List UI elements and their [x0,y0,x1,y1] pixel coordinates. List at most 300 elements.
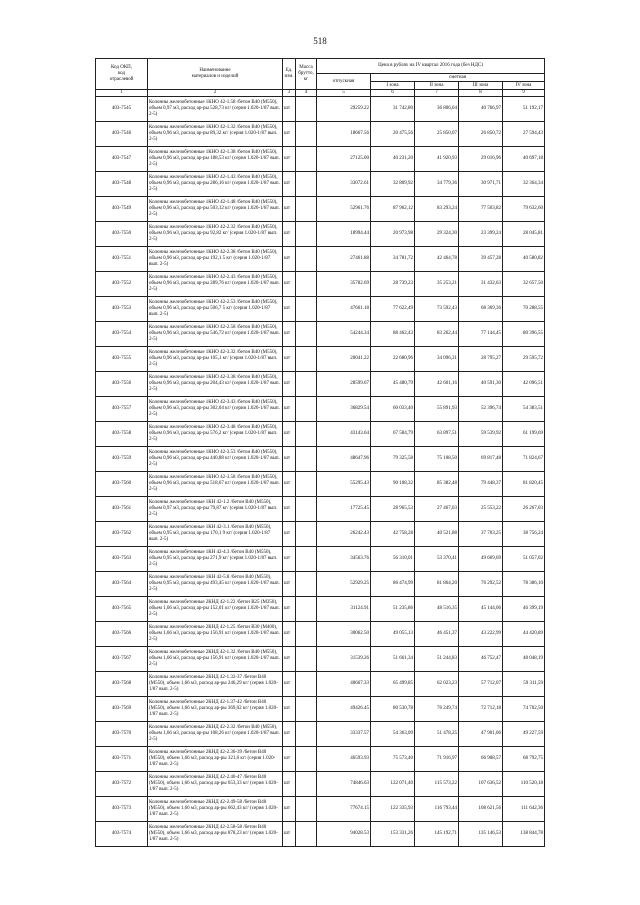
table-row [96,397,545,422]
unit-of-measure: шт [283,447,296,472]
estimate-price-zone-3: 72 712,18 [459,697,503,722]
unit-of-measure: шт [283,297,296,322]
release-price: 18667.56 [317,122,371,147]
estimate-price-zone-3: 39 457,28 [459,247,503,272]
gross-mass [296,172,317,197]
gross-mass [296,272,317,297]
estimate-price-zone-4: 28 045,81 [503,222,545,247]
product-code: 403-7565 [96,597,148,622]
estimate-price-zone-1: 40 231,20 [371,147,415,172]
column-number: 1 [96,90,148,97]
product-code: 403-7569 [96,697,148,722]
product-code: 403-7564 [96,572,148,597]
estimate-price-zone-3: 52 396,74 [459,397,503,422]
estimate-price-zone-3: 135 146,53 [459,822,503,847]
unit-of-measure: шт [283,822,296,847]
estimate-price-zone-2: 27 467,03 [415,497,459,522]
table-row [96,222,545,247]
product-code: 403-7560 [96,472,148,497]
product-name: Колонны железобетонные 1КНО 42-3.32 /бетон В40 (М550), объем 0,96 м3, расход ар-ры 105,1 кг/ (серия 1.020-1/87 вып. 2-5) [148,347,283,372]
header-unit-top: Ед. [285,68,293,73]
table-row [96,472,545,497]
release-price: 49426.45 [317,697,371,722]
estimate-price-zone-4: 44 420,89 [503,622,545,647]
product-code: 403-7555 [96,347,148,372]
header-name-top: Наименование [199,68,231,73]
product-code: 403-7571 [96,747,148,772]
header-zone-2: II зона [415,82,459,90]
product-code: 403-7559 [96,447,148,472]
estimate-price-zone-3: 108 621,56 [459,797,503,822]
estimate-price-zone-4: 138 844,78 [503,822,545,847]
estimate-price-zone-2: 81 864,20 [415,572,459,597]
estimate-price-zone-1: 42 758,28 [371,522,415,547]
header-mass-bottom: кг [303,77,309,82]
estimate-price-zone-2: 83 293,24 [415,197,459,222]
unit-of-measure: шт [283,572,296,597]
estimate-price-zone-1: 51 235,86 [371,597,415,622]
product-code: 403-7568 [96,672,148,697]
header-zone-4: IV зона [503,82,545,90]
product-code: 403-7550 [96,222,148,247]
estimate-price-zone-1: 28 965,53 [371,497,415,522]
header-price-group: Цена в рублях на IV квартал 2016 года (без НДС) [317,59,545,74]
estimate-price-zone-4: 59 311,59 [503,672,545,697]
product-name: Колонны железобетонные 2КНД 42-2.49-58 /бетон В40 (М550), объем 1,66 м3, расход ар-ры 662,43 кг/ (серия 1.020-1/87 вып. 2-5) [148,797,283,822]
price-table [95,58,545,847]
product-name: Колонны железобетонные 1КНО 42-2.58 /бетон В40 (М550), объем 0,96 м3, расход ар-ры 546,72 кг/ (серия 1.020-1/87 вып. 2-5) [148,322,283,347]
estimate-price-zone-4: 110 520,18 [503,772,545,797]
header-mass-top: Масса [299,65,313,70]
unit-of-measure: шт [283,322,296,347]
estimate-price-zone-2: 41 920,93 [415,147,459,172]
gross-mass [296,547,317,572]
estimate-price-zone-4: 46 399,19 [503,597,545,622]
column-number: 6 [371,90,415,97]
gross-mass [296,97,317,122]
table-row [96,547,545,572]
product-name: Колонны железобетонные 2КНД 42-1.22 /бетон В25 (М350), объем 1,66 м3, расход ар-ры 152,01 кг/ (серия 1.020-1/87 вып. 2-5) [148,597,283,622]
estimate-price-zone-4: 49 227,59 [503,722,545,747]
gross-mass [296,722,317,747]
unit-of-measure: шт [283,747,296,772]
column-number: 4 [296,90,317,97]
estimate-price-zone-3: 69 817,48 [459,447,503,472]
estimate-price-zone-3: 57 712,07 [459,672,503,697]
column-numbers-row [96,90,545,97]
estimate-price-zone-3: 43 222,99 [459,622,503,647]
estimate-price-zone-1: 34 781,72 [371,247,415,272]
estimate-price-zone-3: 29 016,96 [459,147,503,172]
estimate-price-zone-3: 31 432,63 [459,272,503,297]
product-code: 403-7573 [96,797,148,822]
unit-of-measure: шт [283,97,296,122]
estimate-price-zone-2: 42 601,16 [415,372,459,397]
product-code: 403-7553 [96,297,148,322]
estimate-price-zone-3: 77 144,45 [459,322,503,347]
release-price: 28599.67 [317,372,371,397]
estimate-price-zone-3: 68 369,36 [459,297,503,322]
table-row [96,347,545,372]
estimate-price-zone-2: 85 382,48 [415,472,459,497]
estimate-price-zone-1: 65 499,85 [371,672,415,697]
estimate-price-zone-4: 78 386,10 [503,572,545,597]
estimate-price-zone-3: 30 971,71 [459,172,503,197]
gross-mass [296,472,317,497]
gross-mass [296,247,317,272]
table-row [96,297,545,322]
product-name: Колонны железобетонные 1КН 42-3.1 /бетон В40 (М550), объем 0,95 м3, расход ар-ры 170,1 9 кг/ (серия 1.020-1/87 вып. 2-5) [148,522,283,547]
release-price: 27461.88 [317,247,371,272]
product-code: 403-7552 [96,272,148,297]
estimate-price-zone-4: 27 594,43 [503,122,545,147]
estimate-price-zone-4: 54 383,51 [503,397,545,422]
estimate-price-zone-4: 70 288,55 [503,297,545,322]
header-mass-mid: брутто, [298,71,314,76]
unit-of-measure: шт [283,147,296,172]
estimate-price-zone-2: 83 262,44 [415,322,459,347]
estimate-price-zone-1: 49 055,13 [371,622,415,647]
estimate-price-zone-2: 55 891,93 [415,397,459,422]
header-price-release: отпускная [317,74,371,90]
release-price: 31124.91 [317,597,371,622]
gross-mass [296,597,317,622]
product-code: 403-7547 [96,147,148,172]
product-name: Колонны железобетонные 1КНО 42-3.43 /бетон В40 (М550), объем 0,96 м3, расход ар-ры 302,04 кг/ (серия 1.020-1/87 вып. 2-5) [148,397,283,422]
estimate-price-zone-1: 20 973,98 [371,222,415,247]
estimate-price-zone-1: 87 962,12 [371,197,415,222]
estimate-price-zone-4: 79 632,60 [503,197,545,222]
product-name: Колонны железобетонные 2КНД 42-1.37-42 /бетон В40 (М550), объем 1,66 м3, расход ар-ры 369,02 кг/ (серия 1.020-1/87 вып. 2-5) [148,697,283,722]
release-price: 74846.63 [317,772,371,797]
estimate-price-zone-4: 40 580,82 [503,247,545,272]
gross-mass [296,447,317,472]
gross-mass [296,672,317,697]
product-code: 403-7548 [96,172,148,197]
estimate-price-zone-1: 51 661,34 [371,647,415,672]
gross-mass [296,572,317,597]
product-name: Колонны железобетонные 2КНД 42-1.32 /бетон В40 (М550), объем 1,66 м3, расход ар-ры 156,91 кг/ (серия 1.020-1/87 вып. 2-5) [148,647,283,672]
table-row [96,572,545,597]
estimate-price-zone-1: 88 462,43 [371,322,415,347]
header-code [96,59,148,90]
release-price: 54244.34 [317,322,371,347]
estimate-price-zone-3: 40 766,97 [459,97,503,122]
release-price: 20041.22 [317,347,371,372]
estimate-price-zone-4: 29 595,72 [503,347,545,372]
gross-mass [296,297,317,322]
unit-of-measure: шт [283,522,296,547]
gross-mass [296,822,317,847]
product-name: Колонны железобетонные 2КНД 42-2.32 /бетон В40 (М550), объем 1,66 м3, расход ар-ры 108,26 кг/ (серия 1.020-1/87 вып. 2-5) [148,722,283,747]
table-row [96,122,545,147]
gross-mass [296,347,317,372]
product-name: Колонны железобетонные 1КНО 42-3.58 /бетон В40 (М550), объем 0,96 м3, расход ар-ры 518,67 кг/ (серия 1.020-1/87 вып. 2-5) [148,472,283,497]
estimate-price-zone-2: 35 253,21 [415,272,459,297]
page-number: 518 [313,36,327,46]
product-name: Колонны железобетонные 1КНО 42-1.38 /бетон В40 (М550), объем 0,96 м3, расход ар-ры 188,53 кг/ (серия 1.020-1/87 вып. 2-5) [148,147,283,172]
estimate-price-zone-3: 59 539,92 [459,422,503,447]
gross-mass [296,422,317,447]
header-price-estimate: сметная [371,74,545,82]
header-zone-3: III зона [459,82,503,90]
unit-of-measure: шт [283,247,296,272]
estimate-price-zone-4: 111 642,36 [503,797,545,822]
estimate-price-zone-1: 54 363,09 [371,722,415,747]
estimate-price-zone-4: 74 702,50 [503,697,545,722]
unit-of-measure: шт [283,697,296,722]
estimate-price-zone-4: 32 657,50 [503,272,545,297]
estimate-price-zone-3: 46 752,47 [459,647,503,672]
product-name: Колонны железобетонные 2КНД 42-1.25 /бетон В30 (М400), объем 1,66 м3, расход ар-ры 156,91 кг/ (серия 1.020-1/87 вып. 2-5) [148,622,283,647]
unit-of-measure: шт [283,422,296,447]
product-code: 403-7563 [96,547,148,572]
release-price: 27125.00 [317,147,371,172]
estimate-price-zone-1: 32 809,92 [371,172,415,197]
column-number: 2 [148,90,283,97]
estimate-price-zone-1: 153 331,26 [371,822,415,847]
product-name: Колонны железобетонные 1КНО 42-3.53 /бетон В40 (М550), объем 0,96 м3, расход ар-ры 440,88 кг/ (серия 1.020-1/87 вып. 2-5) [148,447,283,472]
product-code: 403-7562 [96,522,148,547]
estimate-price-zone-3: 66 908,57 [459,747,503,772]
product-code: 403-7551 [96,247,148,272]
header-zone-1: I зона [371,82,415,90]
table-row [96,822,545,847]
estimate-price-zone-2: 51 244,83 [415,647,459,672]
release-price: 33337.57 [317,722,371,747]
product-name: Колонны железобетонные 1КН 42-1.2 /бетон В40 (М550), объем 0,97 м3, расход ар-ры 79,87 кг/ (серия 1.020-1/87 вып. 2-5) [148,497,283,522]
release-price: 94028.53 [317,822,371,847]
estimate-price-zone-3: 37 703,25 [459,522,503,547]
product-code: 403-7566 [96,622,148,647]
estimate-price-zone-4: 32 364,34 [503,172,545,197]
release-price: 36829.54 [317,397,371,422]
header-code-top: Код ОКП, [110,65,133,70]
release-price: 33072.61 [317,172,371,197]
estimate-price-zone-4: 38 756,24 [503,522,545,547]
product-name: Колонны железобетонные 1КНО 42-3.48 /бетон В40 (М550), объем 0,96 м3, расход ар-ры 576,2 кг/ (серия 1.020-1/87 вып. 2-5) [148,422,283,447]
unit-of-measure: шт [283,772,296,797]
gross-mass [296,747,317,772]
product-name: Колонны железобетонные 2КНД 42-2.36-39 /бетон В40 (М550), объем 1,66 м3, расход ар-ры 321,6 кг/ (серия 1.020-1/87 вып. 2-5) [148,747,283,772]
estimate-price-zone-4: 51 057,02 [503,547,545,572]
table-row [96,197,545,222]
estimate-price-zone-4: 71 824,67 [503,447,545,472]
estimate-price-zone-2: 63 897,51 [415,422,459,447]
estimate-price-zone-1: 67 584,79 [371,422,415,447]
column-number: 3 [283,90,296,97]
release-price: 34563.76 [317,547,371,572]
gross-mass [296,322,317,347]
product-code: 403-7570 [96,722,148,747]
product-name: Колонны железобетонные 1КНО 42-1.43 /бетон В40 (М550), объем 0,96 м3, расход ар-ры 286,16 кг/ (серия 1.020-1/87 вып. 2-5) [148,172,283,197]
table-row [96,172,545,197]
estimate-price-zone-2: 34 779,36 [415,172,459,197]
estimate-price-zone-3: 45 144,06 [459,597,503,622]
product-code: 403-7545 [96,97,148,122]
unit-of-measure: шт [283,547,296,572]
table-row [96,772,545,797]
estimate-price-zone-3: 28 795,27 [459,347,503,372]
product-code: 403-7561 [96,497,148,522]
estimate-price-zone-1: 20 475,56 [371,122,415,147]
gross-mass [296,147,317,172]
gross-mass [296,197,317,222]
product-code: 403-7556 [96,372,148,397]
gross-mass [296,647,317,672]
release-price: 40667.33 [317,672,371,697]
estimate-price-zone-2: 76 249,74 [415,697,459,722]
unit-of-measure: шт [283,647,296,672]
release-price: 43143.64 [317,422,371,447]
estimate-price-zone-2: 62 023,23 [415,672,459,697]
gross-mass [296,372,317,397]
table-row [96,147,545,172]
estimate-price-zone-2: 34 096,31 [415,347,459,372]
estimate-price-zone-3: 49 669,69 [459,547,503,572]
product-code: 403-7549 [96,197,148,222]
estimate-price-zone-2: 40 521,88 [415,522,459,547]
estimate-price-zone-1: 122 335,93 [371,797,415,822]
estimate-price-zone-1: 60 033,40 [371,397,415,422]
release-price: 17725.45 [317,497,371,522]
release-price: 48647.96 [317,447,371,472]
table-row [96,797,545,822]
release-price: 46593.93 [317,747,371,772]
estimate-price-zone-2: 29 324,30 [415,222,459,247]
release-price: 26242.43 [317,522,371,547]
release-price: 30062.50 [317,622,371,647]
estimate-price-zone-4: 61 199,69 [503,422,545,447]
release-price: 55295.43 [317,472,371,497]
estimate-price-zone-3: 76 292,52 [459,572,503,597]
table-row [96,522,545,547]
release-price: 52961.76 [317,197,371,222]
estimate-price-zone-2: 116 793,44 [415,797,459,822]
unit-of-measure: шт [283,347,296,372]
estimate-price-zone-1: 122 071,40 [371,772,415,797]
estimate-price-zone-2: 75 108,50 [415,447,459,472]
header-code-sub: отраслевой [109,77,134,82]
header-mass [296,59,317,90]
estimate-price-zone-3: 25 553,22 [459,497,503,522]
header-name [148,59,283,90]
estimate-price-zone-2: 48 516,35 [415,597,459,622]
unit-of-measure: шт [283,472,296,497]
header-unit-bottom: изм. [284,74,294,79]
product-name: Колонны железобетонные 2КНД 42-2.58-58 /бетон В40 (М550), объем 1,66 м3, расход ар-ры 878,23 кг/ (серия 1.020-1/87 вып. 2-5) [148,822,283,847]
product-name: Колонны железобетонные 1КН 42-4.3 /бетон В40 (М550), объем 0,95 м3, расход ар-ры 271,9 кг/ (серия 1.020-1/87 вып. 2-5) [148,547,283,572]
table-row [96,372,545,397]
estimate-price-zone-3: 107 636,52 [459,772,503,797]
estimate-price-zone-2: 115 573,22 [415,772,459,797]
gross-mass [296,622,317,647]
table-row [96,597,545,622]
product-name: Колонны железобетонные 1КНО 42-2.53 /бетон В40 (М550), объем 0,96 м3, расход ар-ры 506,7 5 кг/ (серия 1.020-1/87 вып. 2-5) [148,297,283,322]
product-name: Колонны железобетонные 2КНД 42-1.32-37 /бетон В40 (М550), объем 1,66 м3, расход ар-ры 246,29 кг/ (серия 1.020-1/87 вып. 2-5) [148,672,283,697]
table-row [96,747,545,772]
release-price: 18994.44 [317,222,371,247]
table-row [96,247,545,272]
column-number: 5 [317,90,371,97]
estimate-price-zone-2: 145 192,71 [415,822,459,847]
estimate-price-zone-2: 73 592,43 [415,297,459,322]
header-code-bottom: код [117,71,126,76]
estimate-price-zone-4: 40 697,18 [503,147,545,172]
product-name: Колонны железобетонные 1КНО 42-1.32 /бетон В40 (М550), объем 0,96 м3, расход ар-ры 89,32 кг/ (серия 1.020-1/87 вып. 2-5) [148,122,283,147]
product-code: 403-7557 [96,397,148,422]
product-code: 403-7572 [96,772,148,797]
estimate-price-zone-4: 68 792,75 [503,747,545,772]
product-name: Колонны железобетонные 1КНО 42-1.58 /бетон В40 (М550), объем 0,97 м3, расход ар-ры 528,73 кг/ (серия 1.020-1/87 вып. 2-5) [148,97,283,122]
estimate-price-zone-1: 31 742,80 [371,97,415,122]
estimate-price-zone-1: 56 310,01 [371,547,415,572]
estimate-price-zone-1: 80 530,78 [371,697,415,722]
estimate-price-zone-1: 45 480,79 [371,372,415,397]
estimate-price-zone-2: 36 806,04 [415,97,459,122]
estimate-price-zone-4: 48 048,19 [503,647,545,672]
estimate-price-zone-3: 26 850,72 [459,122,503,147]
release-price: 31539.26 [317,647,371,672]
estimate-price-zone-3: 79 448,37 [459,472,503,497]
estimate-price-zone-1: 28 739,23 [371,272,415,297]
header-unit [283,59,296,90]
gross-mass [296,772,317,797]
estimate-price-zone-4: 80 396,55 [503,322,545,347]
release-price: 29259.22 [317,97,371,122]
gross-mass [296,497,317,522]
release-price: 47661.18 [317,297,371,322]
product-name: Колонны железобетонные 1КНО 42-3.38 /бетон В40 (М550), объем 0,96 м3, расход ар-ры 204,43 кг/ (серия 1.020-1/87 вып. 2-5) [148,372,283,397]
product-code: 403-7574 [96,822,148,847]
table-row [96,272,545,297]
product-code: 403-7558 [96,422,148,447]
estimate-price-zone-1: 75 573,40 [371,747,415,772]
table-row [96,447,545,472]
table-row [96,722,545,747]
gross-mass [296,797,317,822]
unit-of-measure: шт [283,197,296,222]
unit-of-measure: шт [283,122,296,147]
product-code: 403-7554 [96,322,148,347]
table-row [96,697,545,722]
column-number: 8 [459,90,503,97]
gross-mass [296,397,317,422]
unit-of-measure: шт [283,397,296,422]
unit-of-measure: шт [283,497,296,522]
estimate-price-zone-2: 46 451,37 [415,622,459,647]
table-row [96,672,545,697]
estimate-price-zone-2: 42 464,78 [415,247,459,272]
estimate-price-zone-2: 51 478,25 [415,722,459,747]
unit-of-measure: шт [283,172,296,197]
header-name-bottom: материалов и изделий [191,74,239,79]
estimate-price-zone-1: 22 680,96 [371,347,415,372]
table-row [96,647,545,672]
estimate-price-zone-4: 81 820,45 [503,472,545,497]
estimate-price-zone-4: 26 267,03 [503,497,545,522]
estimate-price-zone-2: 71 916,97 [415,747,459,772]
unit-of-measure: шт [283,272,296,297]
estimate-price-zone-1: 90 108,32 [371,472,415,497]
product-name: Колонны железобетонные 1КНО 42-2.32 /бетон В40 (М550), объем 0,96 м3, расход ар-ры 92,82 кг/ (серия 1.020-1/87 вып. 2-5) [148,222,283,247]
estimate-price-zone-3: 47 901,06 [459,722,503,747]
release-price: 35782.69 [317,272,371,297]
table-row [96,622,545,647]
table-row [96,97,545,122]
estimate-price-zone-1: 86 474,99 [371,572,415,597]
product-name: Колонны железобетонные 1КНО 42-2.38 /бетон В40 (М550), объем 0,96 м3, расход ар-ры 192,1 5 кг/ (серия 1.020-1/87 вып. 2-5) [148,247,283,272]
